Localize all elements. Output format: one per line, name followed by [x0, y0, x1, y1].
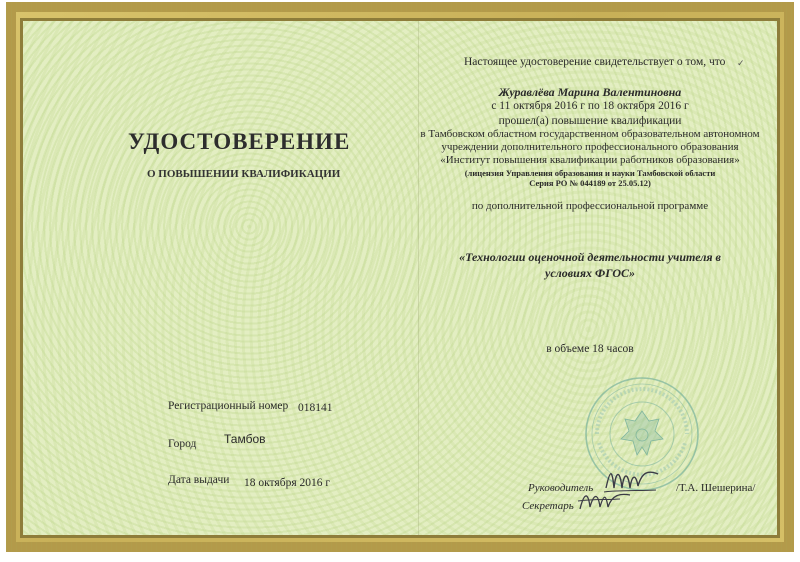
course-title-line-2: условиях ФГОС»	[545, 266, 635, 280]
city-value: Тамбов	[224, 432, 266, 446]
license-line-2: Серия РО № 044189 от 25.05.12)	[529, 178, 651, 188]
program-label: по дополнительной профессиональной программе	[471, 200, 709, 212]
holder-full-name: Журавлёва Марина Валентиновна	[498, 85, 682, 99]
city-label: Город	[168, 438, 197, 450]
pen-mark-icon: ✓	[737, 58, 745, 68]
head-label: Руководитель	[528, 482, 594, 494]
issue-date-label: Дата выдачи	[168, 474, 230, 486]
center-fold	[418, 21, 419, 535]
intro-text: Настоящее удостоверение свидетельствует о том, что	[464, 56, 726, 68]
course-title-line-1: «Технологии оценочной деятельности учителя в	[459, 250, 721, 264]
organization-line-2: учреждении дополнительного профессионального образования	[441, 141, 739, 153]
registration-label: Регистрационный номер	[168, 400, 289, 412]
course-volume: в объеме 18 часов	[546, 343, 634, 355]
training-period: с 11 октября 2016 г по 18 октября 2016 г	[491, 100, 689, 112]
issue-date: 18 октября 2016 г	[244, 477, 331, 489]
organization-line-3: «Институт повышения квалификации работников образования»	[440, 154, 740, 166]
head-name: /Т.А. Шешерина/	[676, 482, 756, 494]
passed-text: прошел(а) повышение квалификации	[498, 115, 682, 127]
license-line-1: (лицензия Управления образования и науки Тамбовской области	[464, 168, 716, 178]
organization-line-1: в Тамбовском областном государственном образовательном автономном	[420, 128, 760, 140]
certificate-title: УДОСТОВЕРЕНИЕ	[128, 129, 351, 154]
registration-number: 018141	[298, 402, 333, 414]
certificate-subtitle: О ПОВЫШЕНИИ КВАЛИФИКАЦИИ	[147, 168, 341, 180]
secretary-label: Секретарь	[522, 500, 574, 512]
